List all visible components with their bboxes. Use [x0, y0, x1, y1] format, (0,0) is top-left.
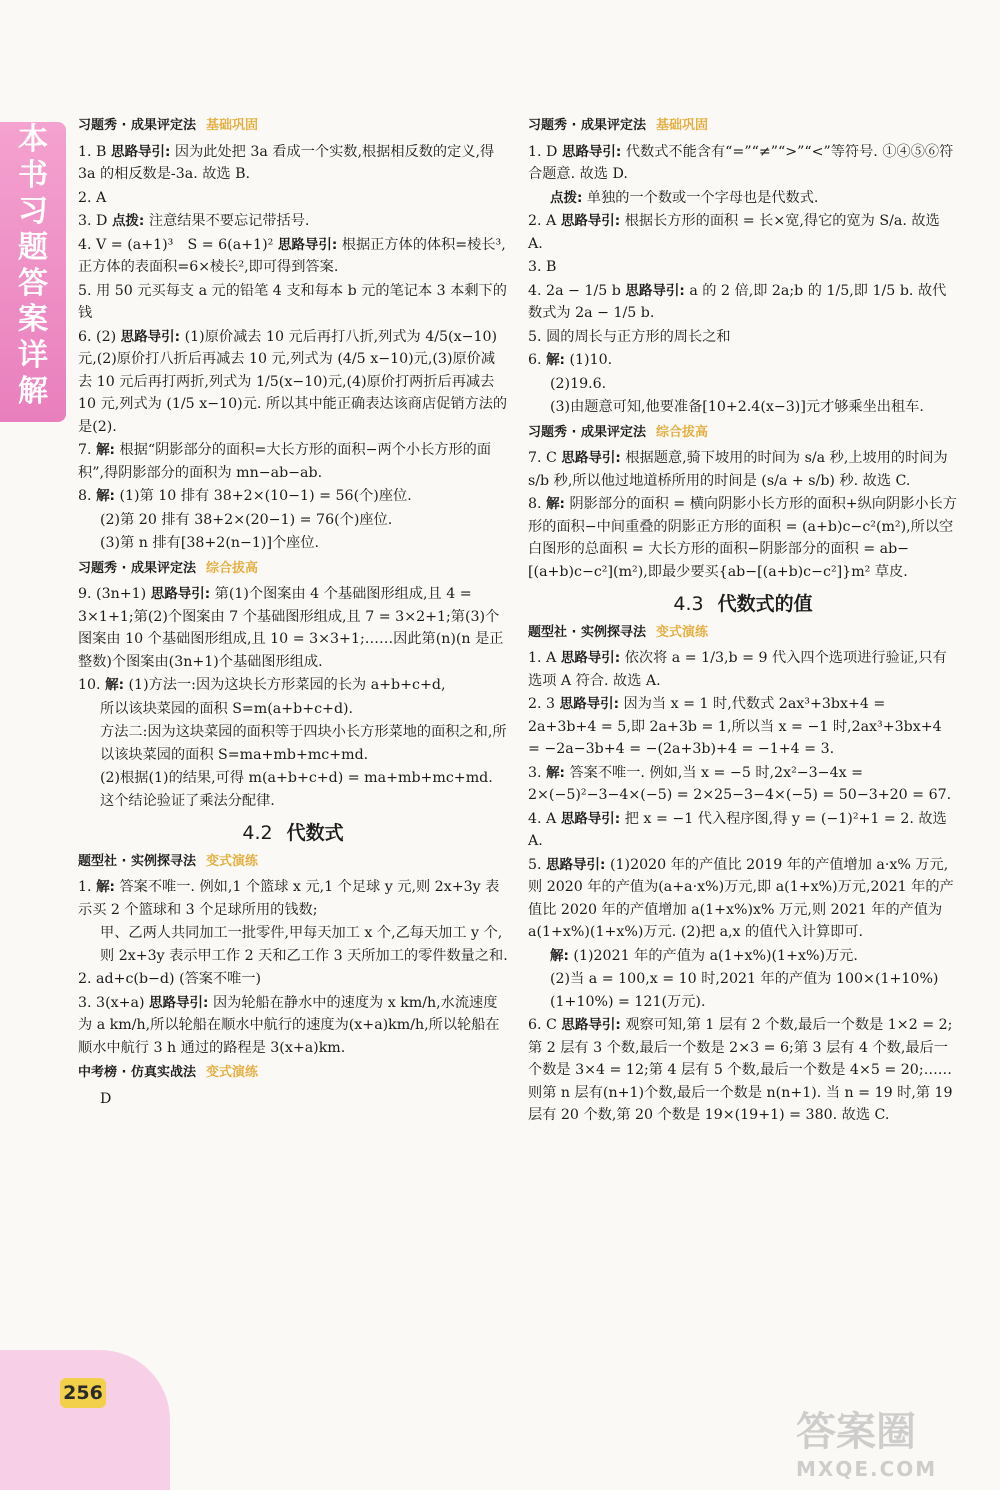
bar-label: 习题秀 · 成果评定法	[528, 118, 646, 133]
side-tab-char: 解	[18, 374, 48, 409]
answer-item	[528, 256, 958, 279]
answer-line	[78, 509, 508, 532]
side-tab-char: 案	[18, 302, 48, 337]
page-number: 256	[60, 1378, 106, 1408]
section-bar	[528, 422, 958, 445]
answer-number: 6. (2)	[78, 328, 117, 345]
answer-item	[78, 141, 508, 186]
answer-text: 答案不唯一. 例如,1 个篮球 x 元,1 个足球 y 元,则 2x+3y 表示买 2 个篮球和 3 个足球所用的钱数;	[78, 879, 500, 918]
answer-text: 用 50 元买每支 a 元的铅笔 4 支和每本 b 元的笔记本 3 本剩下的钱	[78, 282, 507, 321]
answer-number: 5.	[528, 856, 542, 873]
answer-hint: 思路导引:	[560, 810, 621, 827]
answer-text: 因为轮船在静水中的速度为 x km/h,水流速度为 a km/h,所以轮船在顺水中航行的速度为(x+a)km/h,所以轮船在顺水中航行 3 h 通过的路程是 3(x+a)km.	[78, 994, 500, 1056]
bar-label: 题型社 · 实例探寻法	[528, 624, 646, 640]
watermark-text: 答案圈	[796, 1409, 916, 1455]
answer-text: (2)根据(1)的结果,可得 m(a+b+c+d) = ma+mb+mc+md. 这个结论验证了乘法分配律.	[100, 770, 493, 809]
answer-item	[528, 1014, 958, 1127]
bar-tag: 综合拔高	[206, 560, 259, 576]
answer-text: (2)第 20 排有 38+2×(20−1) = 76(个)座位.	[100, 511, 393, 528]
answer-line	[78, 922, 508, 967]
answer-text: (3)由题意可知,他要准备[10+2.4(x−3)]元才够乘坐出租车.	[550, 399, 924, 415]
corner-decoration	[0, 1350, 170, 1490]
answer-number: 3. D	[78, 213, 108, 229]
answer-number: 2. A	[528, 213, 557, 229]
answer-number: 1. B	[78, 143, 107, 160]
answer-item	[528, 808, 958, 853]
answer-hint: 思路导引:	[560, 650, 621, 666]
answer-line	[78, 767, 508, 812]
answer-hint: 思路导引:	[111, 143, 171, 160]
answer-number: 9. (3n+1)	[78, 586, 147, 602]
answer-line	[528, 945, 958, 968]
answer-number: 1. A	[528, 650, 557, 666]
answer-text: 代数式不能含有“=”“≠”“>”“<”等符号. ①④⑤⑥符合题意. 故选 D.	[528, 143, 954, 182]
answer-text: 单独的一个数或一个字母也是代数式.	[586, 189, 819, 206]
answer-text: 第(1)个图案由 4 个基础图形组成,且 4 = 3×1+1;第(2)个图案由 7 个基础图形组成,且 7 = 3×2+1;第(3)个图案由 10 个基础图形组成,且 10 = 3×3+1;……因此第(n)(n 是正整数)个图案由(3n+1)个基础图形组成.	[78, 586, 504, 670]
answer-item	[78, 234, 508, 279]
answer-hint: 解:	[546, 496, 565, 512]
answer-hint: 思路导引:	[150, 586, 211, 602]
answer-number: 4. A	[528, 810, 557, 827]
answer-text: a 的 2 倍,即 2a;b 的 1/5,即 1/5 b. 故代数式为 2a − 1/5 b.	[528, 282, 947, 321]
answer-line	[528, 187, 958, 210]
answer-item	[78, 876, 508, 921]
answer-text: (2)当 a = 100,x = 10 时,2021 年的产值为 100×(1+10%)(1+10%) = 121(万元).	[550, 971, 939, 1010]
answer-number: 6. C	[528, 1017, 557, 1033]
bar-tag: 变式演练	[206, 1065, 259, 1080]
section-bar	[78, 558, 508, 581]
answer-hint: 思路导引:	[561, 1017, 621, 1033]
section-title: 代数式的值	[717, 593, 813, 615]
answer-text: (3)第 n 排有[38+2(n−1)]个座位.	[100, 535, 320, 551]
answer-text: 观察可知,第 1 层有 2 个数,最后一个数是 1×2 = 2;第 2 层有 3 个数,最后一个数是 2×3 = 6;第 3 层有 4 个数,最后一个数是 3×4 = 12;第 4 层有 5 个数,最后一个数是 4×5 = 20;……则第 n 层有(n+1)个数,最后一个数是 n(n+1). 当 n = 19 时,第 19 层有 20 个数,第 20 个数是 19×(19+1) = 380. 故选 C.	[528, 1017, 953, 1123]
answer-item	[528, 141, 958, 186]
answer-text: 圆的周长与正方形的周长之和	[546, 328, 731, 345]
left-column	[78, 112, 508, 1111]
bar-label: 习题秀 · 成果评定法	[78, 118, 196, 133]
section-title: 代数式	[286, 822, 344, 844]
side-tab	[0, 122, 66, 422]
answer-text: 注意结果不要忘记带括号.	[148, 213, 310, 229]
answer-text: 所以该块菜园的面积 S=m(a+b+c+d).	[100, 700, 354, 717]
answer-hint: 思路导引:	[149, 994, 209, 1011]
answer-item	[528, 493, 958, 583]
answer-item	[528, 210, 958, 255]
answer-item	[528, 280, 958, 325]
bar-tag: 基础巩固	[656, 118, 709, 133]
answer-text: (1)2020 年的产值比 2019 年的产值增加 a·x% 万元,则 2020 年的产值为(a+a·x%)万元,即 a(1+x%)万元,2021 年的产值比 2020 年的产值增加 a(1+x%)x% 万元,则 2021 年的产值为 a(1+x%)(1+x%)万元. (2)把 a,x 的值代入计算即可.	[528, 856, 954, 940]
section-number: 4.2	[242, 822, 273, 844]
answer-hint: 思路导引:	[561, 143, 622, 160]
side-tab-char: 详	[18, 338, 48, 373]
section-bar	[78, 1062, 508, 1085]
answer-line	[528, 396, 958, 419]
answer-hint: 思路导引:	[559, 696, 619, 712]
answer-text: 根据题意,骑下坡用的时间为 s/a 秒,上坡用的时间为 s/b 秒,所以他过地道桥所用的时间是 (s/a + s/b) 秒. 故选 C.	[528, 450, 948, 489]
answer-text: D	[100, 1090, 112, 1107]
answer-line	[528, 373, 958, 396]
answer-line	[78, 532, 508, 555]
side-tab-char: 题	[18, 230, 48, 265]
answer-text: (1)2021 年的产值为 a(1+x%)(1+x%)万元.	[573, 947, 858, 964]
answer-item	[78, 439, 508, 484]
answer-text: 把 x = −1 代入程序图,得 y = (−1)²+1 = 2. 故选 A.	[528, 810, 947, 849]
answer-number: 3. 3(x+a)	[78, 994, 145, 1011]
section-heading	[78, 822, 508, 845]
answer-item	[78, 326, 508, 439]
answer-item	[528, 762, 958, 807]
answer-item	[78, 992, 508, 1060]
answer-item	[78, 968, 508, 991]
answer-item	[78, 485, 508, 508]
answer-item	[528, 349, 958, 372]
answer-text: 答案不唯一. 例如,当 x = −5 时,2x²−3−4x = 2×(−5)²−3−4×(−5) = 2×25−3−4×(−5) = 50−3+20 = 67.	[528, 764, 952, 803]
answer-hint: 点拨:	[550, 189, 583, 206]
answer-number: 5.	[78, 282, 92, 299]
answer-item	[78, 674, 508, 697]
section-number: 4.3	[673, 593, 704, 615]
side-tab-char: 习	[18, 194, 48, 229]
bar-label: 题型社 · 实例探寻法	[78, 853, 196, 869]
bar-tag: 变式演练	[656, 624, 709, 640]
section-bar	[78, 851, 508, 874]
answer-hint: 解:	[550, 947, 569, 964]
answer-number: 4. V = (a+1)³ S = 6(a+1)²	[78, 236, 274, 253]
answer-number: 6.	[528, 352, 542, 368]
answer-text: (1)第 10 排有 38+2×(10−1) = 56(个)座位.	[119, 488, 412, 504]
answer-number: 3. B	[528, 259, 557, 275]
answer-text: (1)原价减去 10 元后再打八折,列式为 4/5(x−10)元,(2)原价打八折后再减去 10 元,列式为 (4/5 x−10)元,(3)原价减去 10 元后再打两折,列式为 1/5(x−10)元,(4)原价打两折后再减去 10 元,列式为 (1/5 x−10)元. 所以其中能正确表达该商店促销方法的是(2).	[78, 328, 508, 435]
answer-hint: 思路导引:	[277, 236, 338, 253]
answer-line	[78, 1088, 508, 1111]
side-tab-char: 答	[18, 266, 48, 301]
answer-hint: 思路导引:	[120, 328, 181, 345]
answer-item	[528, 647, 958, 692]
answer-hint: 解:	[546, 352, 565, 368]
answer-hint: 解:	[546, 764, 565, 781]
answer-text: 方法二:因为这块菜园的面积等于四块小长方形菜地的面积之和,所以该块菜园的面积 S=ma+mb+mc+md.	[100, 724, 507, 763]
answer-number: 1. D	[528, 143, 558, 160]
answer-hint: 解:	[105, 677, 124, 693]
answer-item	[78, 280, 508, 325]
side-tab-char: 本	[18, 122, 48, 157]
answer-text: (1)方法一:因为这块长方形菜园的长为 a+b+c+d,	[128, 677, 446, 693]
answer-text: 根据长方形的面积 = 长×宽,得它的宽为 S/a. 故选 A.	[528, 213, 940, 252]
answer-number: 2. A	[78, 189, 107, 206]
watermark	[796, 1400, 986, 1480]
answer-hint: 思路导引:	[560, 213, 621, 229]
answer-hint: 解:	[96, 442, 115, 458]
side-tab-char: 书	[18, 158, 48, 193]
answer-number: 3.	[528, 764, 542, 781]
answer-text: 阴影部分的面积 = 横向阴影小长方形的面积+纵向阴影小长方形的面积−中间重叠的阴影正方形的面积 = (a+b)c−c²(m²),所以空白图形的总面积 = 大长方形的面积−阴影部分的面积 = ab−[(a+b)c−c²](m²),即最少要买{ab−[(a+b)c−c²]}m² 草皮.	[528, 496, 957, 580]
answer-number: 2. 3	[528, 696, 556, 712]
answer-text: 因为此处把 3a 看成一个实数,根据相反数的定义,得 3a 的相反数是-3a. 故选 B.	[78, 143, 495, 182]
section-bar	[528, 622, 958, 645]
answer-item	[78, 583, 508, 673]
bar-label: 中考榜 · 仿真实战法	[78, 1065, 196, 1080]
answer-line	[528, 968, 958, 1013]
bar-tag: 变式演练	[206, 853, 259, 869]
answer-hint: 思路导引:	[546, 856, 606, 873]
answer-item	[78, 210, 508, 233]
answer-text: 依次将 a = 1/3,b = 9 代入四个选项进行验证,只有选项 A 符合. 故选 A.	[528, 650, 947, 689]
bar-label: 习题秀 · 成果评定法	[528, 424, 646, 440]
answer-text: 甲、乙两人共同加工一批零件,甲每天加工 x 个,乙每天加工 y 个,则 2x+3y 表示甲工作 2 天和乙工作 3 天所加工的零件数量之和.	[100, 925, 508, 964]
answer-line	[78, 698, 508, 721]
section-heading	[528, 593, 958, 616]
answer-hint: 思路导引:	[561, 450, 621, 466]
answer-item	[528, 447, 958, 492]
answer-number: 4. 2a − 1/5 b	[528, 282, 621, 299]
answer-number: 7.	[78, 442, 92, 458]
right-column	[528, 112, 958, 1128]
bar-label: 习题秀 · 成果评定法	[78, 560, 196, 576]
answer-text: (1)10.	[569, 352, 613, 368]
answer-text: (2)19.6.	[550, 375, 607, 392]
answer-number: 2. ad+c(b−d)	[78, 971, 175, 987]
answer-number: 5.	[528, 328, 542, 345]
bar-tag: 基础巩固	[206, 118, 259, 133]
answer-text: 因为当 x = 1 时,代数式 2ax³+3bx+4 = 2a+3b+4 = 5,即 2a+3b = 1,所以当 x = −1 时,2ax³+3bx+4 = −2a−3b+4 = −(2a+3b)+4 = −1+4 = 3.	[528, 696, 942, 757]
answer-item	[78, 187, 508, 210]
answer-line	[78, 721, 508, 766]
bar-tag: 综合拔高	[656, 424, 709, 440]
answer-number: 1.	[78, 879, 92, 895]
answer-hint: 解:	[96, 879, 115, 895]
watermark-site: MXQE.COM	[796, 1457, 938, 1481]
answer-hint: 解:	[96, 488, 115, 504]
answer-text: (答案不唯一)	[179, 971, 262, 987]
answer-number: 7. C	[528, 450, 557, 466]
answer-hint: 思路导引:	[625, 282, 685, 299]
answer-item	[528, 854, 958, 944]
answer-text: 根据“阴影部分的面积=大长方形的面积−两个小长方形的面积”,得阴影部分的面积为 mn−ab−ab.	[78, 442, 492, 481]
answer-item	[528, 326, 958, 349]
answer-hint: 点拨:	[111, 213, 145, 229]
section-bar	[528, 115, 958, 138]
answer-number: 8.	[78, 488, 92, 504]
section-bar	[78, 115, 508, 138]
answer-number: 8.	[528, 496, 542, 512]
answer-number: 10.	[78, 677, 101, 693]
answer-item	[528, 693, 958, 761]
answer-text: 根据正方体的体积=棱长³,正方体的表面积=6×棱长²,即可得到答案.	[78, 236, 506, 275]
